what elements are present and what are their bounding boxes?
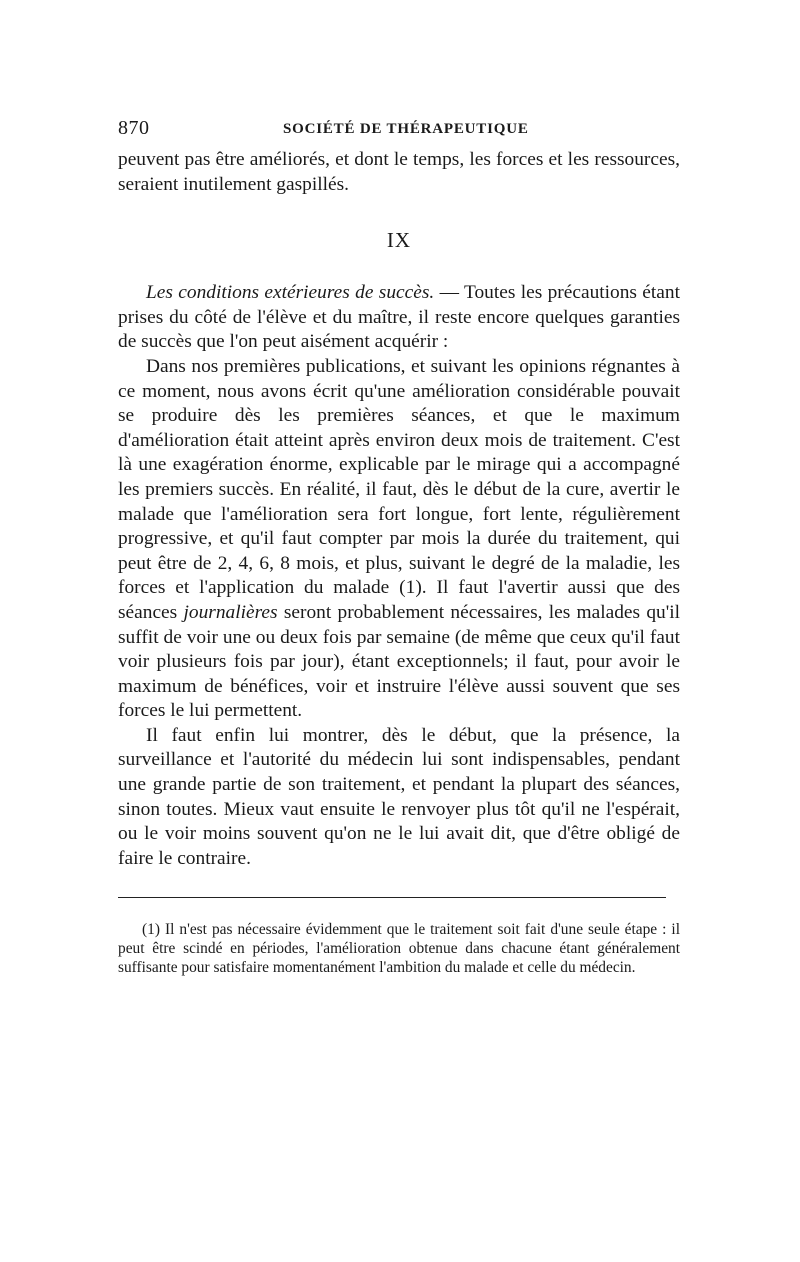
paragraph-title: Les conditions extérieures de succès. (146, 282, 435, 304)
footnote-1: (1) Il n'est pas nécessaire évidemment que le traitement soit fait d'une seule étape : il peut être scindé en périodes, l'amélioration obtenue dans chacune étant généralement suffisante pour satisfaire momentanément l'ambition du malade et celle du médecin. (118, 921, 680, 977)
book-page (118, 112, 680, 977)
paragraph-conditions (118, 281, 680, 355)
paragraph-text-part2: seront probablement nécessaires, les malades qu'il suffit de voir une ou deux fois par semaine (de même que ceux qu'il faut voir plusieurs fois par jour), étant exceptionnels; il faut, pour avoir le maximum de bénéfices, voir et instruire l'élève aussi souvent que ses forces le lui permettent. (118, 601, 681, 722)
page-number: 870 (118, 117, 150, 139)
continuation-paragraph: peuvent pas être améliorés, et dont le temps, les forces et les ressources, seraient inutilement gaspillés. (118, 149, 680, 195)
footnote-separator (118, 897, 666, 898)
paragraph-text: — Toutes les précautions étant prises du côté de l'élève et du maître, il reste encore quelques garanties de succès que l'on peut aisément acquérir : (118, 282, 680, 353)
paragraph-text-part1: Dans nos premières publications, et suivant les opinions régnantes à ce moment, nous avons écrit qu'une amélioration considérable pouvait se produire dès les premières séances, et que le maximum d'amélioration était atteint après environ deux mois de traitement. C'est là une exagération énorme, explicable par le mirage qui a accompagné les premiers succès. En réalité, il faut, dès le début de la cure, avertir le malade que l'amélioration sera fort longue, fort lente, régulièrement progressive, et qu'il faut compter par mois la durée du traitement, qui peut être de 2, 4, 6, 8 mois, et plus, suivant le degré de la maladie, les forces et l'application du malade (1). Il faut l'avertir aussi que des séances (118, 355, 680, 623)
footnotes (118, 920, 680, 977)
emphasis-journalieres: journalières (183, 601, 278, 623)
paragraph-publications (118, 355, 680, 724)
page-header (118, 112, 680, 144)
running-head: SOCIÉTÉ DE THÉRAPEUTIQUE (283, 121, 529, 137)
section-heading: IX (386, 228, 412, 253)
paragraph-surveillance: Il faut enfin lui montrer, dès le début, que la présence, la surveillance et l'autorité du médecin lui sont indispensables, pendant une grande partie de son traitement, et pendant la plupart des séances, sinon toutes. Mieux vaut ensuite le renvoyer plus tôt qu'il ne l'espérait, ou le voir moins souvent qu'on ne le lui avait dit, que d'être obligé de faire le contraire. (118, 724, 680, 869)
main-text (118, 148, 680, 871)
